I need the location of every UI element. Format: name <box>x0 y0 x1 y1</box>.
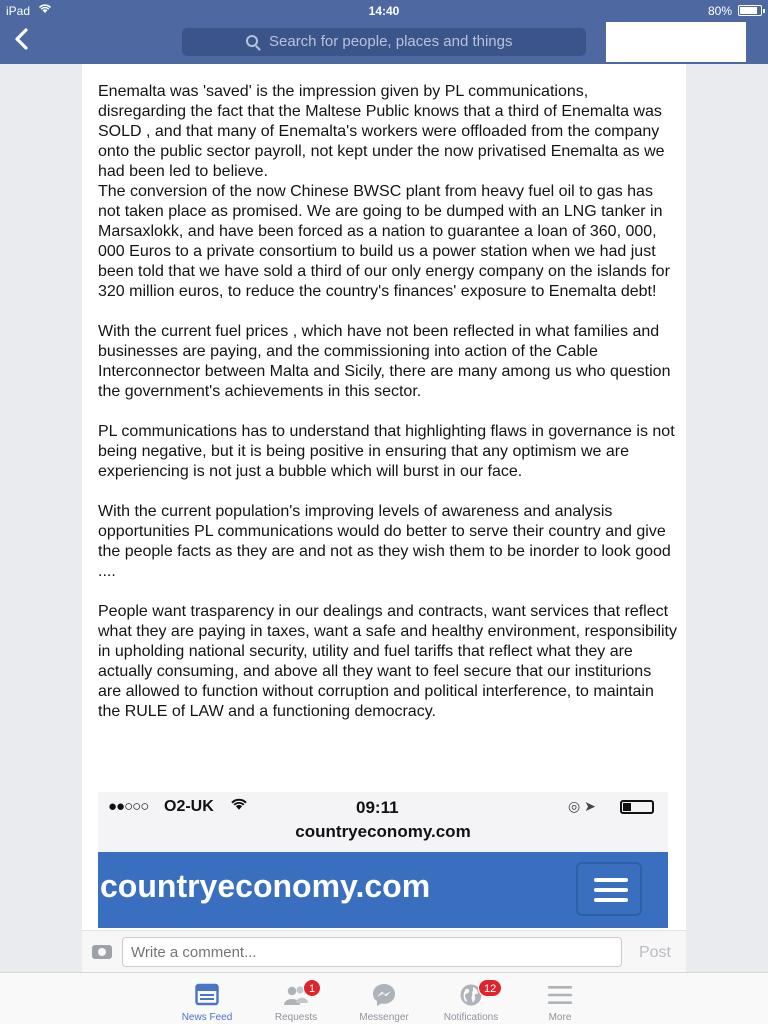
site-banner <box>98 852 668 928</box>
post-paragraph: With the current fuel prices , which have not been reflected in what families and businesses are paying, and the commissioning into action of the Cable Interconnector between Malta and Sicily, there are many among us who question the government's achievements in this sector. <box>98 323 671 400</box>
chevron-left-icon <box>14 28 28 50</box>
post-image[interactable] <box>98 792 668 928</box>
tab-label: Requests <box>274 1012 318 1023</box>
camera-icon[interactable] <box>92 945 112 959</box>
battery-icon <box>738 5 762 16</box>
requests-badge: 1 <box>303 979 321 997</box>
search-bar[interactable] <box>182 28 586 56</box>
site-title: countryeconomy.com <box>100 868 431 904</box>
notifications-badge: 12 <box>478 979 502 997</box>
comment-input[interactable] <box>122 937 622 967</box>
post-paragraph: Enemalta was 'saved' is the impression given by PL communications, disregarding the fact that the Maltese Public knows that a third of Enemalta was SOLD , and that many of Enemalta's workers were offloaded from the company onto the public sector payroll, not kept under the now privatised Enemalta as we had been led to believe. <box>98 83 665 180</box>
signal-strength: ●●○○○ <box>108 798 149 815</box>
post-paragraph: People want trasparency in our dealings and contracts, want services that reflect what they are paying in taxes, want a safe and healthy environment, responsibility in upholding national security, utility and fuel tariffs that reflect what they are actually consuming, and above all they want to feel secure that our institurions are allowed to function without corruption and political interference, to maintain the RULE of LAW and a functioning democracy. <box>98 603 677 720</box>
battery-percent: 80% <box>707 4 732 18</box>
search-placeholder: Search for people, places and things <box>269 33 513 50</box>
comment-bar <box>82 930 686 972</box>
wifi-icon <box>230 797 248 814</box>
hamburger-menu-icon <box>576 862 642 916</box>
post-card <box>82 64 686 944</box>
status-bar <box>0 0 768 20</box>
redacted-area <box>606 22 746 62</box>
tab-news-feed[interactable] <box>162 977 252 1023</box>
embedded-time: 09:11 <box>356 798 399 817</box>
embedded-url: countryeconomy.com <box>295 822 471 841</box>
tab-label: Messenger <box>359 1012 409 1023</box>
bottom-tab-bar <box>0 972 768 1024</box>
tab-label: More <box>548 1012 572 1023</box>
hamburger-menu-icon <box>548 983 572 1007</box>
tab-messenger[interactable] <box>339 977 429 1023</box>
post-paragraph: PL communications has to understand that highlighting flaws in governance is not being negative, but it is being positive in ensuring that any optimism we are experiencing is not just a bubble which will burst in our face. <box>98 423 675 480</box>
messenger-icon <box>372 983 396 1007</box>
tab-label: News Feed <box>181 1012 233 1023</box>
device-name: iPad <box>6 4 31 18</box>
post-body <box>98 82 678 722</box>
location-icon: ◎ ➤ <box>568 798 596 814</box>
post-button[interactable]: Post <box>638 944 671 961</box>
back-button[interactable] <box>14 28 38 56</box>
post-paragraph: With the current population's improving levels of awareness and analysis opportunities PL communications would do better to serve their country and give the people facts as they are and not as they wish them to be inorder to look good .... <box>98 503 671 580</box>
top-navigation-bar <box>0 0 768 64</box>
news-feed-icon <box>195 983 219 1007</box>
post-paragraph: The conversion of the now Chinese BWSC plant from heavy fuel oil to gas has not taken place as promised. We are going to be dumped with an LNG tanker in Marsaxlokk, and have been forced as a nation to guarantee a loan of 360, 000, 000 Euros to a private consortium to build us a power station when we had just been told that we have sold a third of our only energy company on the islands for 320 million euros, to reduce the country's finances' exposure to Enemalta debt! <box>98 183 670 300</box>
tab-notifications[interactable] <box>426 977 516 1023</box>
battery-icon <box>620 800 654 814</box>
tab-label: Notifications <box>443 1012 499 1023</box>
search-icon <box>246 35 258 47</box>
carrier-name: O2-UK <box>164 798 214 815</box>
tab-more[interactable] <box>515 977 605 1023</box>
tab-requests[interactable] <box>251 977 341 1023</box>
status-time: 14:40 <box>368 4 400 18</box>
